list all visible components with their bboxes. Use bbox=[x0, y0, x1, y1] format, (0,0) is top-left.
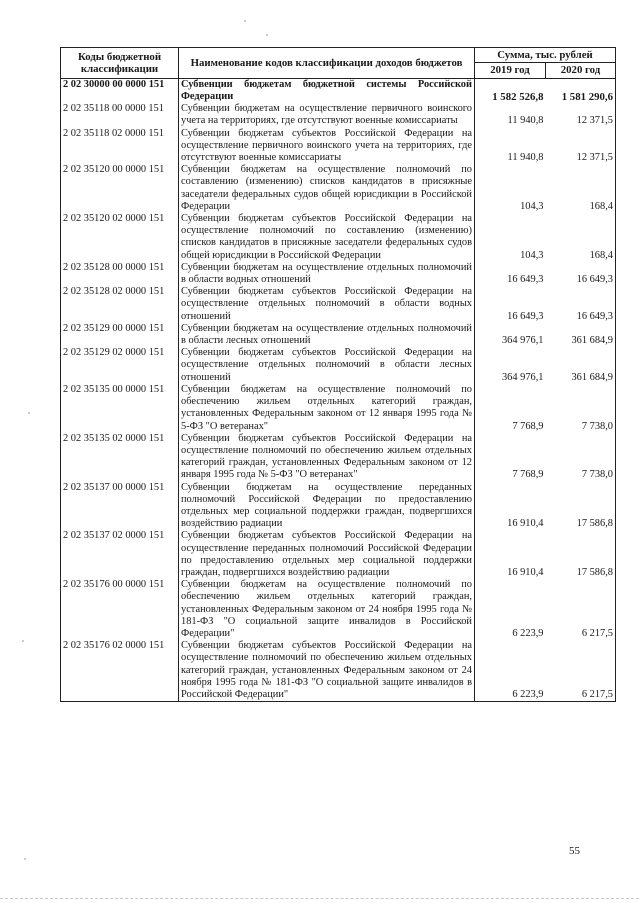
table-row bbox=[61, 78, 616, 103]
scan-speck bbox=[24, 858, 26, 860]
row-name-cell: Субвенции бюджетам субъектов Российской Федерации на осуществление первичного воинского учета на территориях, где отсутствуют военные комиссариаты bbox=[179, 128, 475, 165]
row-value-2020-cell: 12 371,5 bbox=[546, 103, 616, 127]
row-code-cell: 2 02 35176 02 0000 151 bbox=[61, 640, 179, 702]
row-value-2019-cell: 364 976,1 bbox=[475, 347, 546, 384]
row-value-2019-cell: 16 910,4 bbox=[475, 482, 546, 531]
table-row bbox=[61, 482, 616, 531]
row-value-2019-cell: 104,3 bbox=[475, 164, 546, 213]
row-name-cell: Субвенции бюджетам субъектов Российской Федерации на осуществление переданных полномочий Российской Федерации по предоставлению отдельных мер социальной поддержки граждан, подвергшихся воздействию радиации bbox=[179, 530, 475, 579]
row-value-2019-cell: 16 649,3 bbox=[475, 262, 546, 286]
row-value-2020-cell: 168,4 bbox=[546, 213, 616, 262]
row-name-cell: Субвенции бюджетам субъектов Российской Федерации на осуществление отдельных полномочий в области водных отношений bbox=[179, 286, 475, 323]
header-name-column: Наименование кодов классификации доходов бюджетов bbox=[179, 48, 475, 79]
row-code-cell: 2 02 35128 00 0000 151 bbox=[61, 262, 179, 286]
row-name-cell: Субвенции бюджетам на осуществление переданных полномочий Российской Федерации по предоставлению отдельных мер социальной поддержки граждан, подвергшихся воздействию радиации bbox=[179, 482, 475, 531]
row-code-cell: 2 02 35120 00 0000 151 bbox=[61, 164, 179, 213]
row-value-2020-cell: 16 649,3 bbox=[546, 286, 616, 323]
table-row bbox=[61, 286, 616, 323]
scan-speck bbox=[22, 640, 24, 642]
row-value-2019-cell: 11 940,8 bbox=[475, 103, 546, 127]
table-body bbox=[61, 78, 616, 701]
header-year-2019: 2019 год bbox=[475, 63, 546, 78]
table-row bbox=[61, 384, 616, 433]
row-value-2020-cell: 361 684,9 bbox=[546, 323, 616, 347]
scan-speck bbox=[28, 412, 30, 414]
row-name-cell: Субвенции бюджетам субъектов Российской Федерации на осуществление отдельных полномочий в области лесных отношений bbox=[179, 347, 475, 384]
table-row bbox=[61, 640, 616, 702]
scan-speck bbox=[266, 34, 268, 36]
row-code-cell: 2 02 35135 00 0000 151 bbox=[61, 384, 179, 433]
row-value-2020-cell: 168,4 bbox=[546, 164, 616, 213]
table-row bbox=[61, 213, 616, 262]
row-name-cell: Субвенции бюджетам на осуществление отдельных полномочий в области лесных отношений bbox=[179, 323, 475, 347]
row-code-cell: 2 02 35120 02 0000 151 bbox=[61, 213, 179, 262]
row-value-2020-cell: 7 738,0 bbox=[546, 433, 616, 482]
row-name-cell: Субвенции бюджетам субъектов Российской Федерации на осуществление полномочий по обеспечению жильем отдельных категорий граждан, установленных Федеральным законом от 12 января 1995 года № 5-ФЗ "О ветеранах" bbox=[179, 433, 475, 482]
row-value-2019-cell: 1 582 526,8 bbox=[475, 78, 546, 103]
row-name-cell: Субвенции бюджетам бюджетной системы Российской Федерации bbox=[179, 78, 475, 103]
header-year-2020: 2020 год bbox=[546, 63, 616, 78]
row-code-cell: 2 02 35135 02 0000 151 bbox=[61, 433, 179, 482]
row-code-cell: 2 02 35129 00 0000 151 bbox=[61, 323, 179, 347]
row-value-2020-cell: 12 371,5 bbox=[546, 128, 616, 165]
row-value-2020-cell: 361 684,9 bbox=[546, 347, 616, 384]
page-number: 55 bbox=[569, 845, 580, 857]
row-value-2020-cell: 7 738,0 bbox=[546, 384, 616, 433]
scan-edge-line bbox=[0, 898, 639, 899]
row-value-2019-cell: 6 223,9 bbox=[475, 640, 546, 702]
row-name-cell: Субвенции бюджетам на осуществление полномочий по обеспечению жильем отдельных категорий граждан, установленных Федеральным законом от 24 ноября 1995 года № 181-ФЗ "О социальной защите инвалидов в Российской Федерации" bbox=[179, 579, 475, 640]
row-value-2019-cell: 16 910,4 bbox=[475, 530, 546, 579]
row-code-cell: 2 02 35137 02 0000 151 bbox=[61, 530, 179, 579]
row-value-2020-cell: 17 586,8 bbox=[546, 530, 616, 579]
table-row bbox=[61, 128, 616, 165]
row-name-cell: Субвенции бюджетам на осуществление отдельных полномочий в области водных отношений bbox=[179, 262, 475, 286]
row-name-cell: Субвенции бюджетам субъектов Российской Федерации на осуществление полномочий по обеспечению жильем отдельных категорий граждан, установленных Федеральным законом от 24 ноября 1995 года № 181-ФЗ "О социальной защите инвалидов в Российской Федерации" bbox=[179, 640, 475, 702]
table-row bbox=[61, 262, 616, 286]
row-code-cell: 2 02 35118 00 0000 151 bbox=[61, 103, 179, 127]
row-value-2019-cell: 11 940,8 bbox=[475, 128, 546, 165]
table-row bbox=[61, 347, 616, 384]
row-code-cell: 2 02 35129 02 0000 151 bbox=[61, 347, 179, 384]
row-value-2019-cell: 364 976,1 bbox=[475, 323, 546, 347]
row-value-2019-cell: 104,3 bbox=[475, 213, 546, 262]
row-code-cell: 2 02 35118 02 0000 151 bbox=[61, 128, 179, 165]
row-code-cell: 2 02 35176 00 0000 151 bbox=[61, 579, 179, 640]
table-header bbox=[61, 48, 616, 79]
row-value-2020-cell: 17 586,8 bbox=[546, 482, 616, 531]
table-row bbox=[61, 164, 616, 213]
table-row bbox=[61, 530, 616, 579]
row-value-2019-cell: 7 768,9 bbox=[475, 433, 546, 482]
row-code-cell: 2 02 35128 02 0000 151 bbox=[61, 286, 179, 323]
row-code-cell: 2 02 35137 00 0000 151 bbox=[61, 482, 179, 531]
row-name-cell: Субвенции бюджетам на осуществление полномочий по обеспечению жильем отдельных категорий граждан, установленных Федеральным законом от 12 января 1995 года № 5-ФЗ "О ветеранах" bbox=[179, 384, 475, 433]
table-row bbox=[61, 323, 616, 347]
row-value-2020-cell: 1 581 290,6 bbox=[546, 78, 616, 103]
row-value-2020-cell: 16 649,3 bbox=[546, 262, 616, 286]
row-name-cell: Субвенции бюджетам на осуществление первичного воинского учета на территориях, где отсутствуют военные комиссариаты bbox=[179, 103, 475, 127]
budget-revenue-table bbox=[60, 47, 616, 702]
table-row bbox=[61, 579, 616, 640]
header-code-column: Коды бюджетной классификации bbox=[61, 48, 179, 79]
row-value-2019-cell: 6 223,9 bbox=[475, 579, 546, 640]
header-sum-column: Сумма, тыс. рублей bbox=[475, 48, 616, 63]
row-value-2020-cell: 6 217,5 bbox=[546, 640, 616, 702]
row-value-2019-cell: 16 649,3 bbox=[475, 286, 546, 323]
row-code-cell: 2 02 30000 00 0000 151 bbox=[61, 78, 179, 103]
scan-speck bbox=[244, 20, 246, 22]
table-row bbox=[61, 103, 616, 127]
row-name-cell: Субвенции бюджетам на осуществление полномочий по составлению (изменению) списков кандидатов в присяжные заседатели федеральных судов общей юрисдикции в Российской Федерации bbox=[179, 164, 475, 213]
table-row bbox=[61, 433, 616, 482]
row-value-2020-cell: 6 217,5 bbox=[546, 579, 616, 640]
row-value-2019-cell: 7 768,9 bbox=[475, 384, 546, 433]
row-name-cell: Субвенции бюджетам субъектов Российской Федерации на осуществление полномочий по составлению (изменению) списков кандидатов в присяжные заседатели федеральных судов общей юрисдикции в Российской Федерации bbox=[179, 213, 475, 262]
